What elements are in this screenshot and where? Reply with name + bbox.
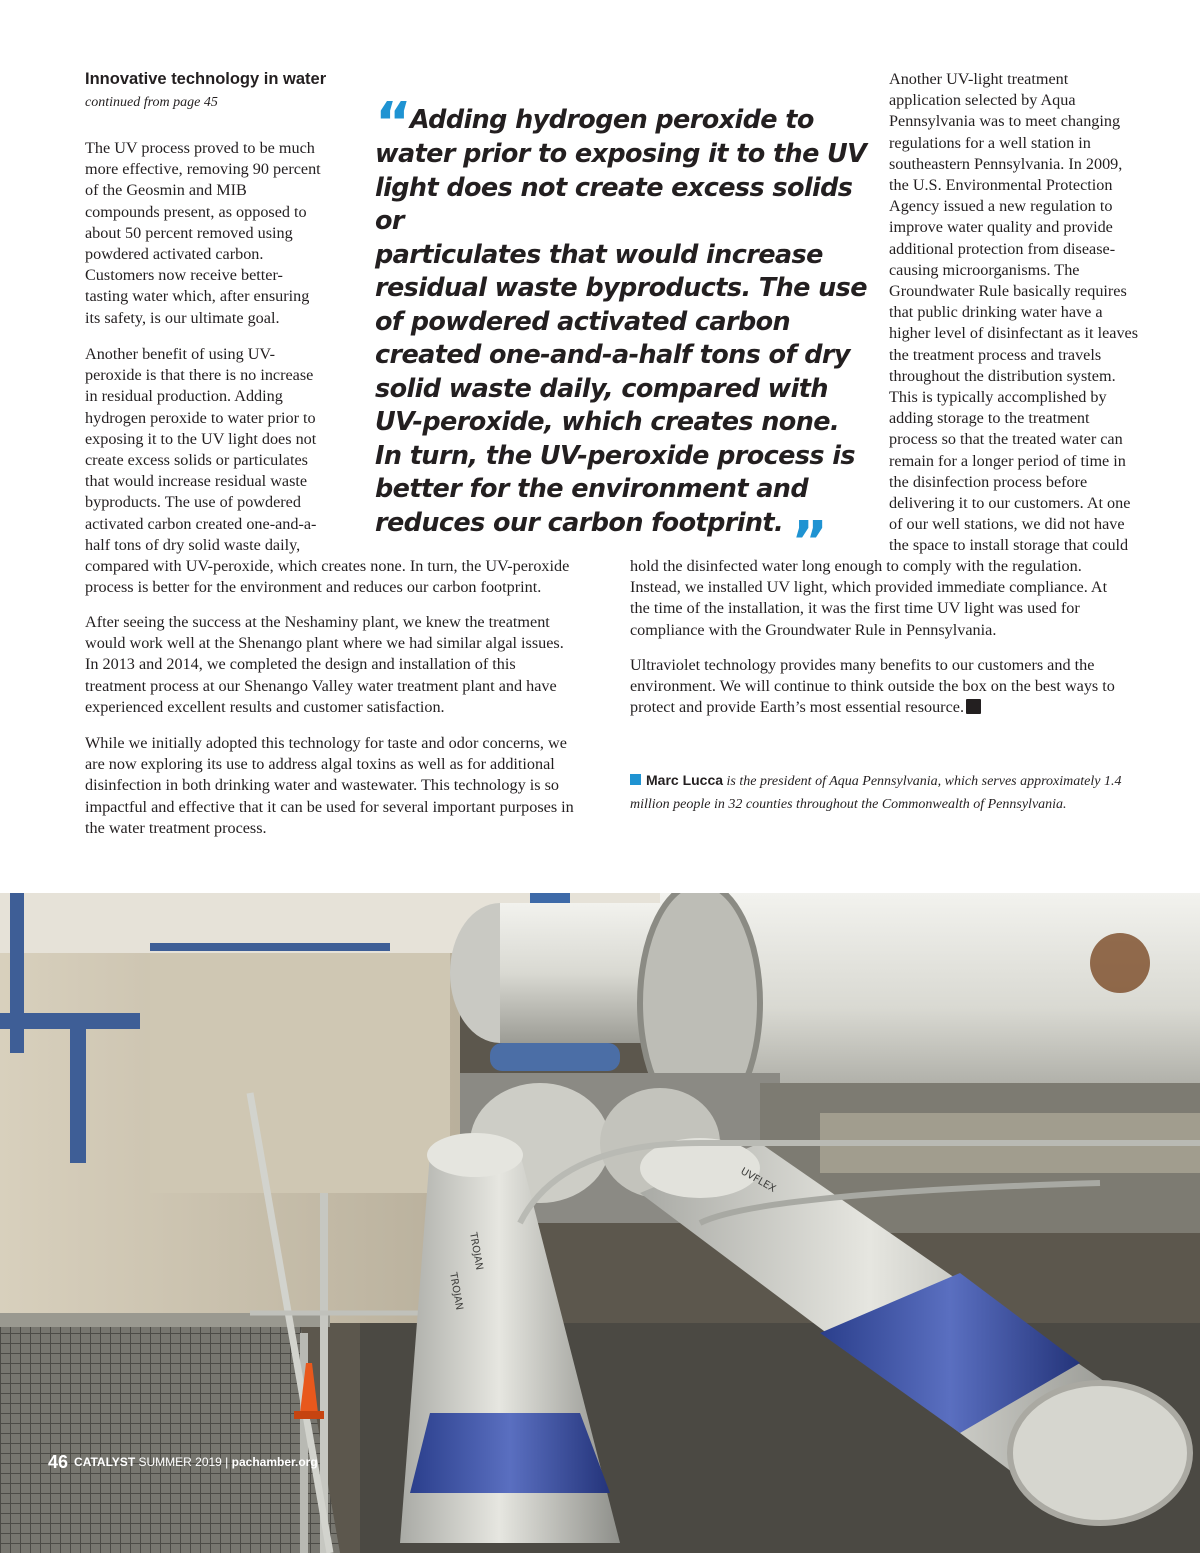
text-line: Agency issued a new regulation to xyxy=(889,197,1113,216)
pull-quote-line: reduces our carbon footprint. ” xyxy=(375,507,820,575)
left-paragraph-3 xyxy=(85,612,615,718)
text-line: are now exploring its use to address algal toxins as well as for additional xyxy=(85,755,555,774)
text-line: that would increase residual waste xyxy=(85,472,308,491)
bio-marker-icon xyxy=(630,774,641,785)
magazine-name: CATALYST xyxy=(74,1455,136,1469)
pull-quote-line: “ Adding hydrogen peroxide to xyxy=(375,91,814,156)
open-quote-icon: “ xyxy=(375,91,404,156)
text-line: the U.S. Environmental Protection xyxy=(889,176,1113,195)
text-line: tasting water which, after ensuring xyxy=(85,287,310,306)
bio-line: million people in 32 counties throughout the Commonwealth of Pennsylvania. xyxy=(630,797,1067,812)
issue-label: SUMMER 2019 | xyxy=(135,1455,232,1469)
text-line: more effective, removing 90 percent xyxy=(85,160,321,179)
text-line: adding storage to the treatment xyxy=(889,409,1090,428)
text-line: process so that the treated water can xyxy=(889,430,1123,449)
text-line: The UV process proved to be much xyxy=(85,139,315,157)
text-line: Ultraviolet technology provides many benefits to our customers and the xyxy=(630,656,1095,674)
text-line: throughout the distribution system. xyxy=(889,366,1116,385)
stencil-label: TROJAN xyxy=(447,1271,465,1311)
text-line: improve water quality and provide xyxy=(889,218,1113,237)
continued-note: continued from page 45 xyxy=(85,95,218,110)
page-number: 46 xyxy=(48,1452,69,1472)
text-line: Customers now receive better- xyxy=(85,266,283,285)
text-line: remain for a longer period of time in xyxy=(889,451,1126,470)
pull-quote-line: residual waste byproducts. The use xyxy=(375,273,867,303)
bio-line: Marc Lucca is the president of Aqua Pennsylvania, which serves approximately 1.4 xyxy=(630,769,1150,793)
text-line: application selected by Aqua xyxy=(889,91,1076,110)
text-line: the space to install storage that could xyxy=(889,536,1129,555)
text-line: regulations for a well station in xyxy=(889,133,1091,152)
pull-quote-line: created one-and-a-half tons of dry xyxy=(375,340,850,370)
pull-quote-line: of powdered activated carbon xyxy=(375,306,791,337)
text-line: process is better for the environment and reduces our carbon footprint. xyxy=(85,578,542,597)
left-paragraph-1 xyxy=(85,138,345,329)
text-line: Pennsylvania was to meet changing xyxy=(889,112,1121,131)
text-line: half tons of dry solid waste daily, xyxy=(85,535,301,554)
text-line: compliance with the Groundwater Rule in Pennsylvania. xyxy=(630,620,997,639)
text-line: its safety, is our ultimate goal. xyxy=(85,308,280,327)
text-line: In 2013 and 2014, we completed the design and installation of this xyxy=(85,655,516,674)
text-line: of the Geosmin and MIB xyxy=(85,181,247,200)
text-line: experienced excellent results and customer satisfaction. xyxy=(85,697,445,716)
text-line: compounds present, as opposed to xyxy=(85,202,307,221)
stencil-label: UVFLEX xyxy=(738,1166,778,1195)
text-line: about 50 percent removed using xyxy=(85,223,293,242)
text-line: higher level of disinfectant as it leaves xyxy=(889,324,1139,343)
text-line: would work well at the Shenango plant where we had similar algal issues. xyxy=(85,634,564,653)
text-line: in residual production. Adding xyxy=(85,387,283,406)
text-line: While we initially adopted this technology for taste and odor concerns, we xyxy=(85,734,567,752)
author-name: Marc Lucca xyxy=(646,772,724,788)
text-line: the disinfection process before xyxy=(889,472,1088,491)
text-line: the time of the installation, it was the first time UV light was used for xyxy=(630,599,1080,618)
text-line: the water treatment process. xyxy=(85,818,267,837)
text-line: delivering it to our customers. At one xyxy=(889,494,1131,513)
text-line: create excess solids or particulates xyxy=(85,451,308,470)
website-link[interactable]: pachamber.org xyxy=(231,1455,318,1469)
text-line: of our well stations, we did not have xyxy=(889,515,1125,534)
text-line: hydrogen peroxide to water prior to xyxy=(85,408,316,427)
text-line: southeastern Pennsylvania. In 2009, xyxy=(889,154,1123,173)
text-line: protect and provide Earth’s most essential resource. xyxy=(630,697,1160,718)
close-quote-icon: ” xyxy=(791,509,820,575)
text-line: causing microorganisms. The xyxy=(889,260,1080,279)
section-kicker: Innovative technology in water xyxy=(85,70,327,88)
right-paragraph-1 xyxy=(889,69,1159,557)
pull-quote-line: UV-peroxide, which creates none. xyxy=(375,407,840,437)
text-line: byproducts. The use of powdered xyxy=(85,493,301,512)
text-line: Another benefit of using UV- xyxy=(85,345,276,363)
text-line: hold the disinfected water long enough to comply with the regulation. xyxy=(630,557,1082,575)
pull-quote-line: water prior to exposing it to the UV xyxy=(375,139,867,169)
pull-quote-line: solid waste daily, compared with xyxy=(375,373,828,404)
text-line: powdered activated carbon. xyxy=(85,245,264,264)
text-line: Instead, we installed UV light, which provided immediate compliance. At xyxy=(630,578,1108,597)
page-footer xyxy=(48,1452,318,1473)
text-line: peroxide is that there is no increase xyxy=(85,366,314,385)
left-paragraph-2-continued xyxy=(85,556,615,598)
right-paragraph-1-continued xyxy=(630,556,1160,641)
text-line: environment. We will continue to think outside the box on the best ways to xyxy=(630,677,1115,696)
text-line: impactful and effective that it can be used for several important purposes in xyxy=(85,797,574,816)
text-line: that public drinking water have a xyxy=(889,303,1103,322)
pull-quote-line: particulates that would increase xyxy=(375,239,823,270)
left-paragraph-4 xyxy=(85,733,615,839)
pull-quote-line: In turn, the UV-peroxide process is xyxy=(375,440,856,471)
stencil-label: TROJAN xyxy=(467,1231,485,1271)
text-line: additional protection from disease- xyxy=(889,239,1116,258)
left-paragraph-2 xyxy=(85,344,345,556)
text-line: Another UV-light treatment xyxy=(889,70,1069,88)
text-line: activated carbon created one-and-a- xyxy=(85,514,317,533)
text-line: exposing it to the UV light does not xyxy=(85,429,317,448)
text-line: compared with UV-peroxide, which creates none. In turn, the UV-peroxide xyxy=(85,557,570,575)
right-paragraph-2 xyxy=(630,655,1160,719)
pull-quote-line: light does not create excess solids or xyxy=(375,172,853,236)
text-line: disinfection in both drinking water and wastewater. This technology is so xyxy=(85,776,559,795)
text-line: treatment process at our Shenango Valley water treatment plant and have xyxy=(85,676,557,695)
text-line: the treatment process and travels xyxy=(889,345,1102,364)
end-mark-icon xyxy=(966,699,981,714)
pull-quote-line: better for the environment and xyxy=(375,474,809,504)
text-line: After seeing the success at the Neshaminy plant, we knew the treatment xyxy=(85,613,550,631)
text-line: This is typically accomplished by xyxy=(889,388,1107,407)
author-bio xyxy=(630,769,1150,816)
text-line: Groundwater Rule basically requires xyxy=(889,282,1127,301)
